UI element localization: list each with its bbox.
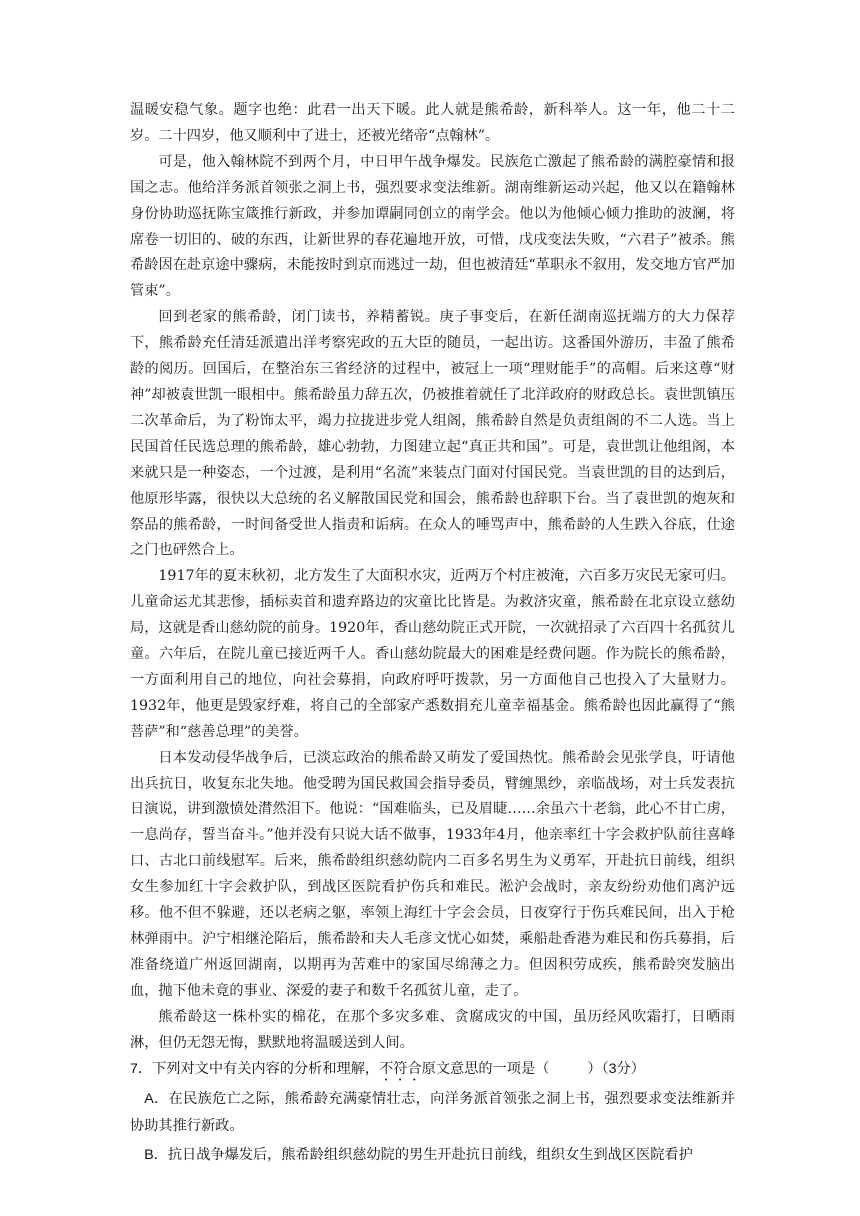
article-paragraph: 回到老家的熊希龄，闭门读书，养精蓄锐。庚子事变后，在新任湖南巡抚端方的大力保荐下，熊希龄充任清廷派遣出洋考察宪政的五大臣的随员，一起出访。这番国外游历，丰盈了熊希龄的阅历。回国后，在整治东三省经济的过程中，被冠上一项“理财能手”的高帽。后来这尊“财神”却被袁世凯一眼相中。熊希龄虽力辞五次，仍被推着就任了北洋政府的财政总长。袁世凯镇压二次革命后，为了粉饰太平，竭力拉拢进步党人组阁，熊希龄自然是负责组阁的不二人选。当上民国首任民选总理的熊希龄，雄心勃勃，力图建立起“真正共和国”。可是，袁世凯让他组阁，本来就只是一种姿态，一个过渡，是利用“名流”来装点门面对付国民党。当袁世凯的目的达到后，他原形毕露，很快以大总统的名义解散国民党和国会，熊希龄也辞职下台。当了袁世凯的炮灰和祭品的熊希龄，一时间备受世人指责和诟病。在众人的唾骂声中，熊希龄的人生跌入谷底，仕途之门也砰然合上。 — [130, 309, 735, 559]
question-score: （3分） — [601, 1060, 645, 1077]
question-text-after: 原文意思的一项是（ — [421, 1060, 550, 1077]
question-close-paren: ） — [587, 1060, 602, 1077]
question-text: 下列对文中有关内容的分析和理解， — [152, 1060, 380, 1077]
question-number: 7． — [130, 1060, 153, 1077]
question-emphasis: 不符合 — [379, 1060, 422, 1077]
article-paragraph: 温暖安稳气象。题字也绝：此君一出天下暖。此人就是熊希龄，新科举人。这一年，他二十二岁。二十四岁，他又顺利中了进士，还被光绪帝“点翰林”。 — [130, 102, 735, 144]
option-b: B．抗日战争爆发后，熊希龄组织慈幼院的男生开赴抗日前线，组织女生到战区医院看护 — [144, 1146, 693, 1163]
document-body — [130, 98, 735, 1169]
question-stem — [130, 1057, 735, 1084]
article-paragraph: 可是，他入翰林院不到两个月，中日甲午战争爆发。民族危亡激起了熊希龄的满腔豪情和报国之志。他给洋务派首领张之洞上书，强烈要求变法维新。湖南维新运动兴起，他又以在籍翰林身份协助巡抚陈宝箴推行新政，并参加谭嗣同创立的南学会。他以为他倾心倾力推助的波澜，将席卷一切旧的、破的东西，让新世界的春花遍地开放，可惜，戊戌变法失败，“六君子”被杀。熊希龄因在赴京途中骤病，未能按时到京而逃过一劫，但也被清廷“革职永不叙用，发交地方官严加管束”。 — [130, 153, 735, 300]
article-paragraph: 熊希龄这一株朴实的棉花，在那个多灾多难、贪腐成灾的中国，虽历经风吹霜打，日晒雨淋，但仍无怨无悔，默默地将温暖送到人间。 — [130, 1008, 735, 1051]
article-paragraph: 1917年的夏末秋初，北方发生了大面积水灾，近两万个村庄被淹，六百多万灾民无家可归。儿童命运尤其悲惨，插标卖首和遗弃路边的灾童比比皆是。为救济灾童，熊希龄在北京设立慈幼局，这就是香山慈幼院的前身。1920年，香山慈幼院正式开院，一次就招录了六百四十名孤贫儿童。六年后，在院儿童已接近两千人。香山慈幼院最大的困难是经费问题。作为院长的熊希龄，一方面利用自己的地位，向社会募捐，向政府呼吁拨款，另一方面他自己也投入了大量财力。1932年，他更是毁家纾难，将自己的全部家产悉数捐充儿童幸福基金。熊希龄也因此赢得了“熊菩萨”和“慈善总理”的美誉。 — [130, 568, 735, 740]
article-paragraph: 日本发动侵华战争后，已淡忘政治的熊希龄又萌发了爱国热忱。熊希龄会见张学良，吁请他出兵抗日，收复东北失地。他受聘为国民救国会指导委员，臂缠黑纱，亲临战场，对士兵发表抗日演说，讲到激愤处潸然泪下。他说：“国难临头，已及眉睫……余虽六十老翁，此心不甘亡虏，一息尚存，誓当奋斗。”他并没有只说大话不做事，1933年4月，他亲率红十字会救护队前往喜峰口、古北口前线慰军。后来，熊希龄组织慈幼院内二百多名男生为义勇军，开赴抗日前线，组织女生参加红十字会救护队，到战区医院看护伤兵和难民。淞沪会战时，亲友纷纷劝他们离沪远移。他不但不躲避，还以老病之躯，率领上海红十字会会员，日夜穿行于伤兵难民间，出入于枪林弹雨中。沪宁相继沦陷后，熊希龄和夫人毛彦文忧心如焚，乘船赴香港为难民和伤兵募捐，后准备绕道广州返回湖南，以期再为苦难中的家国尽绵薄之力。但因积劳成疾，熊希龄突发脑出血，抛下他未竟的事业、深爱的妻子和数千名孤贫儿童，走了。 — [130, 749, 735, 999]
option-a: A．在民族危亡之际，熊希龄充满豪情壮志，向洋务派首领张之洞上书，强烈要求变法维新并协助其推行新政。 — [130, 1090, 735, 1134]
